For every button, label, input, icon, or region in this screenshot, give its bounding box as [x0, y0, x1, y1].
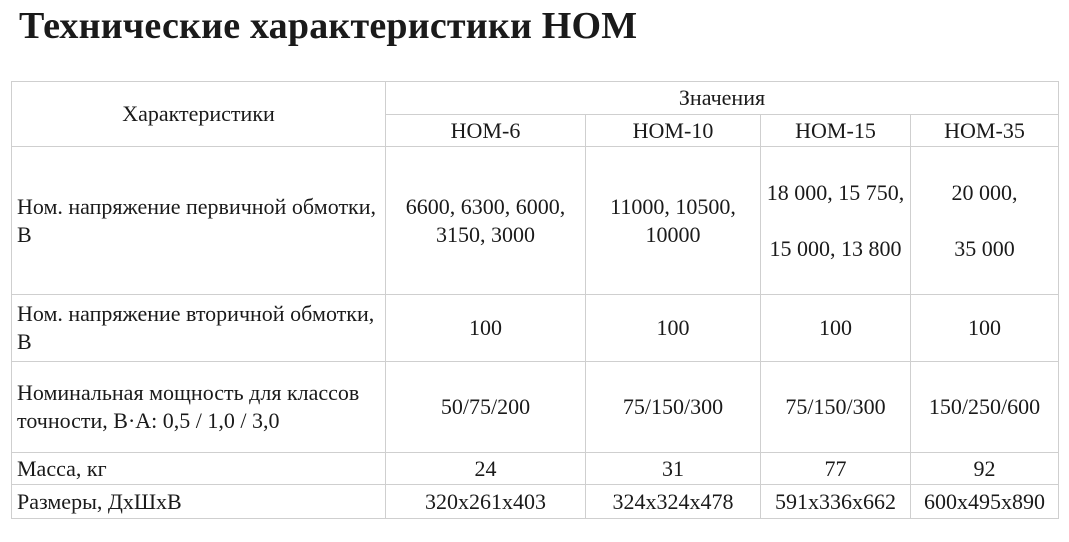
row-label: Ном. напряжение вторичной обмотки, В	[12, 295, 386, 362]
model-header: НОМ-15	[761, 115, 911, 147]
table-cell: 75/150/300	[761, 362, 911, 453]
table-cell: 92	[911, 453, 1059, 485]
table-cell: 50/75/200	[386, 362, 586, 453]
table-cell: 77	[761, 453, 911, 485]
page-title: Технические характеристики НОМ	[19, 5, 638, 47]
row-label: Ном. напряжение первичной обмотки, В	[12, 147, 386, 295]
table-row	[12, 485, 1059, 519]
cell-line: 18 000, 15 750,	[766, 179, 905, 205]
table-cell: 24	[386, 453, 586, 485]
row-label: Размеры, ДхШхВ	[12, 485, 386, 519]
table-cell: 6600, 6300, 6000, 3150, 3000	[386, 147, 586, 295]
table-cell: 100	[586, 295, 761, 362]
header-characteristics: Характеристики	[12, 82, 386, 147]
table-cell	[761, 147, 911, 295]
table-cell: 600х495х890	[911, 485, 1059, 519]
table-cell	[911, 147, 1059, 295]
table-row	[12, 362, 1059, 453]
model-header: НОМ-10	[586, 115, 761, 147]
table-cell: 320х261х403	[386, 485, 586, 519]
row-label: Номинальная мощность для классов точности, В·А: 0,5 / 1,0 / 3,0	[12, 362, 386, 453]
table-cell: 591х336х662	[761, 485, 911, 519]
model-header: НОМ-6	[386, 115, 586, 147]
row-label: Масса, кг	[12, 453, 386, 485]
cell-line: 35 000	[954, 235, 1015, 261]
table-row	[12, 295, 1059, 362]
cell-line: 20 000,	[951, 179, 1018, 205]
table-cell: 324х324х478	[586, 485, 761, 519]
model-header: НОМ-35	[911, 115, 1059, 147]
table-header-row	[12, 82, 1059, 115]
cell-line: 15 000, 13 800	[769, 235, 902, 261]
table-cell: 100	[911, 295, 1059, 362]
header-values: Значения	[386, 82, 1059, 115]
table-cell: 100	[386, 295, 586, 362]
table-cell: 31	[586, 453, 761, 485]
table-cell: 150/250/600	[911, 362, 1059, 453]
specifications-table	[11, 81, 1059, 519]
table-row	[12, 453, 1059, 485]
table-cell: 75/150/300	[586, 362, 761, 453]
table-row	[12, 147, 1059, 295]
table-cell: 100	[761, 295, 911, 362]
table-cell: 11000, 10500, 10000	[586, 147, 761, 295]
